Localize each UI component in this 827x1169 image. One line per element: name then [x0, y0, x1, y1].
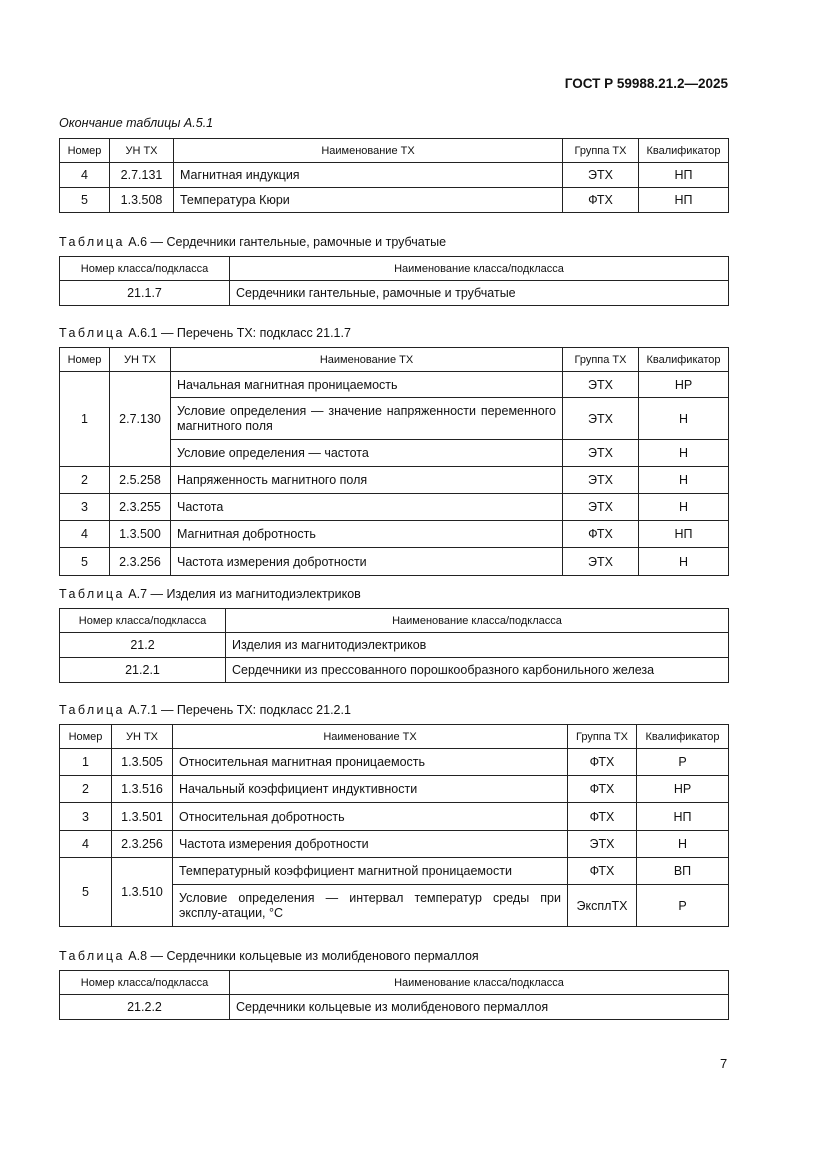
table-row	[60, 188, 729, 213]
table-row	[60, 749, 729, 776]
col-header-group: Группа ТХ	[568, 725, 637, 749]
cell-name: Относительная магнитная проницаемость	[173, 749, 568, 776]
table-a7-caption	[59, 587, 361, 601]
col-header-name: Наименование ТХ	[173, 725, 568, 749]
cell-name: Условие определения — значение напряженности переменного магнитного поля	[171, 398, 563, 440]
cell-num: 3	[60, 803, 112, 831]
caption-text: А.7.1 — Перечень ТХ: подкласс 21.2.1	[124, 703, 351, 717]
cell-num: 4	[60, 163, 110, 188]
table-a8	[59, 970, 729, 1020]
table-row	[60, 995, 729, 1020]
col-header-un: УН ТХ	[112, 725, 173, 749]
table-a71-caption	[59, 703, 351, 717]
cell-group: ФТХ	[568, 776, 637, 803]
cell-un: 1.3.505	[112, 749, 173, 776]
cell-num: 4	[60, 831, 112, 858]
table-row	[60, 831, 729, 858]
col-header-class-num: Номер класса/подкласса	[60, 971, 230, 995]
col-header-un: УН ТХ	[110, 348, 171, 372]
cell-group: ФТХ	[568, 803, 637, 831]
table-row	[60, 281, 729, 306]
caption-prefix: Таблица	[59, 326, 125, 340]
document-header: ГОСТ Р 59988.21.2—2025	[564, 76, 728, 91]
col-header-class-name: Наименование класса/подкласса	[226, 609, 729, 633]
cell-un: 2.3.256	[112, 831, 173, 858]
cell-un: 1.3.510	[112, 858, 173, 927]
cell-un: 2.3.256	[110, 548, 171, 576]
col-header-num: Номер	[60, 348, 110, 372]
cell-name: Частота измерения добротности	[171, 548, 563, 576]
cell-group: ЭксплТХ	[568, 885, 637, 927]
cell-un: 2.7.130	[110, 372, 171, 467]
cell-qual: НП	[639, 163, 729, 188]
table-row	[60, 372, 729, 398]
col-header-num: Номер	[60, 139, 110, 163]
col-header-class-num: Номер класса/подкласса	[60, 609, 226, 633]
cell-name: Магнитная добротность	[171, 521, 563, 548]
cell-num: 5	[60, 188, 110, 213]
cell-group: ЭТХ	[568, 831, 637, 858]
cell-qual: Н	[639, 398, 729, 440]
caption-text: А.6.1 — Перечень ТХ: подкласс 21.1.7	[124, 326, 351, 340]
table-a61	[59, 347, 729, 576]
table-row	[60, 776, 729, 803]
cell-num: 1	[60, 749, 112, 776]
col-header-qual: Квалификатор	[639, 348, 729, 372]
cell-num: 5	[60, 858, 112, 927]
col-header-un: УН ТХ	[110, 139, 174, 163]
table-a61-caption	[59, 326, 351, 340]
table-row	[60, 521, 729, 548]
cell-qual: Р	[637, 885, 729, 927]
cell-un: 2.7.131	[110, 163, 174, 188]
col-header-num: Номер	[60, 725, 112, 749]
page-number: 7	[720, 1056, 728, 1071]
cell-num: 2	[60, 467, 110, 494]
cell-name: Напряженность магнитного поля	[171, 467, 563, 494]
cell-code: 21.2	[60, 633, 226, 658]
caption-text: А.8 — Сердечники кольцевые из молибденового пермаллоя	[124, 949, 479, 963]
caption-text: А.7 — Изделия из магнитодиэлектриков	[124, 587, 361, 601]
cell-group: ФТХ	[563, 188, 639, 213]
caption-prefix: Таблица	[59, 703, 125, 717]
cell-name: Частота измерения добротности	[173, 831, 568, 858]
table-row	[60, 658, 729, 683]
cell-name: Начальный коэффициент индуктивности	[173, 776, 568, 803]
col-header-group: Группа ТХ	[563, 139, 639, 163]
cell-code: 21.1.7	[60, 281, 230, 306]
col-header-name: Наименование ТХ	[174, 139, 563, 163]
table-a6	[59, 256, 729, 306]
table-row	[60, 803, 729, 831]
cell-qual: НП	[639, 188, 729, 213]
table-row	[60, 633, 729, 658]
cell-name: Сердечники гантельные, рамочные и трубчатые	[230, 281, 729, 306]
cell-group: ФТХ	[563, 521, 639, 548]
table-a51-caption: Окончание таблицы А.5.1	[59, 116, 214, 130]
table-row	[60, 494, 729, 521]
cell-code: 21.2.2	[60, 995, 230, 1020]
cell-qual: НП	[637, 803, 729, 831]
cell-un: 1.3.508	[110, 188, 174, 213]
cell-qual: НП	[639, 521, 729, 548]
cell-group: ФТХ	[568, 749, 637, 776]
cell-name: Температурный коэффициент магнитной проницаемости	[173, 858, 568, 885]
cell-qual: Н	[639, 440, 729, 467]
cell-name: Условие определения — частота	[171, 440, 563, 467]
cell-un: 1.3.501	[112, 803, 173, 831]
cell-group: ЭТХ	[563, 467, 639, 494]
col-header-qual: Квалификатор	[639, 139, 729, 163]
cell-group: ЭТХ	[563, 372, 639, 398]
table-row	[60, 858, 729, 885]
cell-qual: Н	[639, 494, 729, 521]
cell-name: Условие определения — интервал температур среды при эксплу-атации, °С	[173, 885, 568, 927]
cell-un: 1.3.516	[112, 776, 173, 803]
cell-qual: НР	[637, 776, 729, 803]
cell-name: Изделия из магнитодиэлектриков	[226, 633, 729, 658]
caption-prefix: Таблица	[59, 235, 125, 249]
cell-group: ЭТХ	[563, 548, 639, 576]
table-row	[60, 163, 729, 188]
cell-qual: НР	[639, 372, 729, 398]
caption-text: А.6 — Сердечники гантельные, рамочные и трубчатые	[124, 235, 447, 249]
cell-un: 2.3.255	[110, 494, 171, 521]
table-a71	[59, 724, 729, 927]
cell-name: Частота	[171, 494, 563, 521]
col-header-name: Наименование ТХ	[171, 348, 563, 372]
caption-prefix: Таблица	[59, 587, 125, 601]
cell-name: Сердечники кольцевые из молибденового пермаллоя	[230, 995, 729, 1020]
table-a7	[59, 608, 729, 683]
cell-group: ЭТХ	[563, 494, 639, 521]
cell-qual: Н	[637, 831, 729, 858]
cell-un: 1.3.500	[110, 521, 171, 548]
cell-num: 2	[60, 776, 112, 803]
table-a51	[59, 138, 729, 213]
cell-un: 2.5.258	[110, 467, 171, 494]
cell-num: 5	[60, 548, 110, 576]
col-header-class-name: Наименование класса/подкласса	[230, 971, 729, 995]
cell-num: 4	[60, 521, 110, 548]
cell-qual: Н	[639, 548, 729, 576]
cell-num: 1	[60, 372, 110, 467]
table-a6-caption	[59, 235, 446, 249]
cell-qual: Н	[639, 467, 729, 494]
cell-name: Температура Кюри	[174, 188, 563, 213]
table-a8-caption	[59, 949, 479, 963]
cell-group: ФТХ	[568, 858, 637, 885]
cell-name: Относительная добротность	[173, 803, 568, 831]
cell-qual: Р	[637, 749, 729, 776]
cell-group: ЭТХ	[563, 398, 639, 440]
table-row	[60, 548, 729, 576]
table-row	[60, 467, 729, 494]
cell-qual: ВП	[637, 858, 729, 885]
col-header-group: Группа ТХ	[563, 348, 639, 372]
col-header-qual: Квалификатор	[637, 725, 729, 749]
col-header-class-name: Наименование класса/подкласса	[230, 257, 729, 281]
caption-prefix: Таблица	[59, 949, 125, 963]
cell-name: Магнитная индукция	[174, 163, 563, 188]
col-header-class-num: Номер класса/подкласса	[60, 257, 230, 281]
cell-name: Сердечники из прессованного порошкообразного карбонильного железа	[226, 658, 729, 683]
cell-code: 21.2.1	[60, 658, 226, 683]
cell-name: Начальная магнитная проницаемость	[171, 372, 563, 398]
cell-group: ЭТХ	[563, 163, 639, 188]
cell-group: ЭТХ	[563, 440, 639, 467]
cell-num: 3	[60, 494, 110, 521]
